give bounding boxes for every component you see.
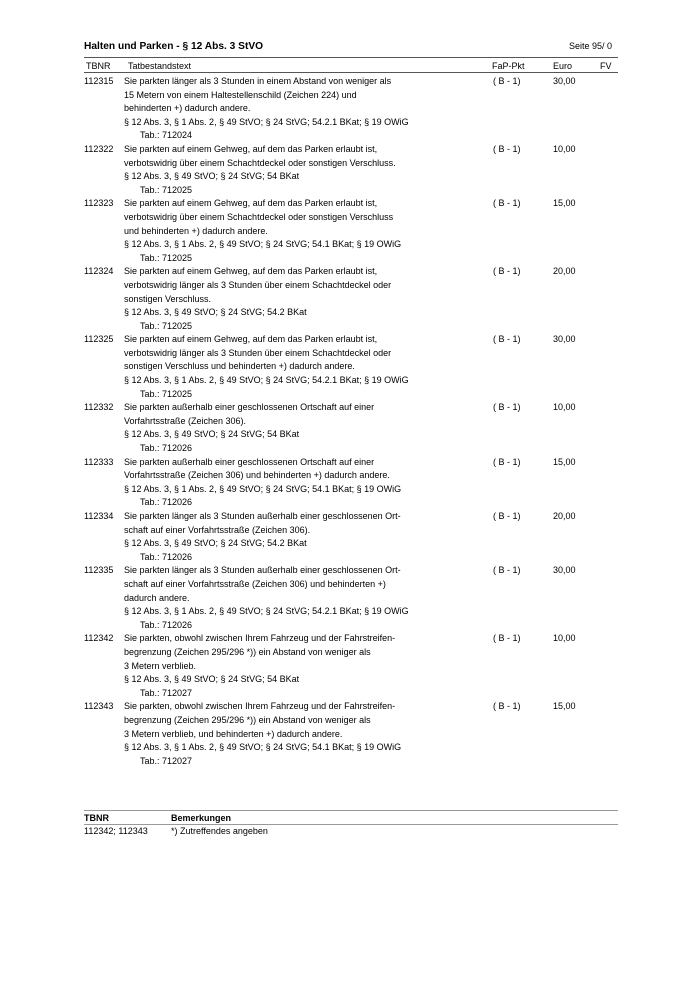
entry-text-line: Sie parkten auf einem Gehweg, auf dem das Parken erlaubt ist, (124, 266, 378, 277)
remarks-row-tbnr: 112342; 112343 (84, 826, 148, 836)
entry-legal-reference: § 12 Abs. 3, § 49 StVO; § 24 StVG; 54.2 BKat (124, 307, 307, 318)
entry-text (124, 632, 484, 700)
entry-table-reference: Tab.: 712027 (140, 687, 193, 698)
entry-legal-reference: § 12 Abs. 3, § 49 StVO; § 24 StVG; 54 BKat (124, 674, 300, 685)
entry-points: ( B - 1) (493, 76, 521, 86)
entry-fine-euro: 10,00 (553, 633, 576, 644)
entry-points: ( B - 1) (493, 633, 521, 644)
entry-tbnr: 112324 (84, 266, 114, 277)
entry-table-reference: Tab.: 712025 (140, 320, 193, 331)
entry-tbnr: 112334 (84, 511, 114, 521)
entry-text (124, 700, 484, 768)
table-row (84, 197, 618, 265)
header-rule-bottom (84, 72, 618, 73)
table-row (84, 333, 618, 401)
entry-fine-euro: 20,00 (553, 511, 576, 521)
entry-points: ( B - 1) (493, 402, 521, 413)
entry-text-line: Sie parkten länger als 3 Stunden außerhalb einer geschlossenen Ort- (124, 511, 401, 521)
entry-legal-reference: § 12 Abs. 3, § 1 Abs. 2, § 49 StVO; § 24 StVG; 54.2.1 BKat; § 19 OWiG (124, 606, 409, 617)
table-row (84, 632, 618, 700)
entry-text-line: Sie parkten auf einem Gehweg, auf dem das Parken erlaubt ist, (124, 334, 378, 345)
table-row (84, 75, 618, 143)
entry-legal-reference: § 12 Abs. 3, § 49 StVO; § 24 StVG; 54 BKat (124, 171, 300, 182)
entry-table-reference: Tab.: 712026 (140, 443, 193, 454)
entry-fine-euro: 15,00 (553, 198, 576, 209)
entry-points: ( B - 1) (493, 198, 521, 209)
entry-fine-euro: 10,00 (553, 143, 576, 154)
entry-legal-reference: § 12 Abs. 3, § 1 Abs. 2, § 49 StVO; § 24 StVG; 54.2.1 BKat; § 19 OWiG (124, 375, 409, 386)
table-row (84, 564, 618, 632)
column-header-text: Tatbestandstext (128, 61, 192, 71)
table-row (84, 456, 618, 510)
entry-text (124, 197, 484, 265)
entry-text (124, 510, 484, 564)
entry-text-line: verbotswidrig länger als 3 Stunden über einem Schachtdeckel oder (124, 279, 392, 290)
entry-text-line: 3 Metern verblieb, und behinderten +) dadurch andere. (124, 728, 343, 739)
entry-fine-euro: 20,00 (553, 266, 576, 277)
entry-fine-euro: 30,00 (553, 76, 576, 86)
entry-table-reference: Tab.: 712024 (140, 130, 193, 141)
entry-tbnr: 112343 (84, 701, 114, 712)
entry-points: ( B - 1) (493, 266, 521, 277)
entry-text (124, 456, 484, 510)
column-header-tbnr: TBNR (86, 61, 111, 71)
entry-points: ( B - 1) (493, 456, 521, 467)
entry-text (124, 564, 484, 632)
entry-points: ( B - 1) (493, 334, 521, 345)
entry-text-line: Vorfahrtsstraße (Zeichen 306) und behinderten +) dadurch andere. (124, 470, 390, 481)
entry-fine-euro: 30,00 (553, 334, 576, 345)
entry-legal-reference: § 12 Abs. 3, § 49 StVO; § 24 StVG; 54 BKat (124, 429, 300, 440)
entry-text (124, 143, 484, 197)
remarks-row-text: *) Zutreffendes angeben (171, 826, 268, 836)
entry-text-line: verbotswidrig über einem Schachtdeckel oder sonstigen Verschluss. (124, 157, 396, 168)
entry-text (124, 75, 484, 143)
entry-text (124, 265, 484, 333)
entry-tbnr: 112323 (84, 198, 114, 209)
header-rule-top (84, 57, 618, 58)
entry-fine-euro: 15,00 (553, 701, 576, 712)
entry-text-line: Sie parkten länger als 3 Stunden in einem Abstand von weniger als (124, 76, 392, 86)
entry-tbnr: 112322 (84, 143, 114, 154)
entry-tbnr: 112335 (84, 565, 114, 576)
entry-text-line: sonstigen Verschluss und behinderten +) dadurch andere. (124, 361, 355, 372)
entry-table-reference: Tab.: 712025 (140, 252, 193, 263)
entry-tbnr: 112342 (84, 633, 114, 644)
entry-tbnr: 112325 (84, 334, 114, 345)
entry-text-line: sonstigen Verschluss. (124, 293, 212, 304)
remarks-rule-top (84, 810, 618, 811)
entry-table-reference: Tab.: 712025 (140, 184, 193, 195)
entry-text-line: schaft auf einer Vorfahrtsstraße (Zeichen 306) und behinderten +) (124, 578, 386, 589)
entry-text-line: Vorfahrtsstraße (Zeichen 306). (124, 415, 247, 426)
entry-table-reference: Tab.: 712025 (140, 388, 193, 399)
entry-points: ( B - 1) (493, 701, 521, 712)
remarks-header-label: Bemerkungen (171, 813, 232, 823)
entry-text-line: Sie parkten auf einem Gehweg, auf dem das Parken erlaubt ist, (124, 143, 378, 154)
entry-table-reference: Tab.: 712026 (140, 551, 193, 562)
entry-points: ( B - 1) (493, 511, 521, 521)
entry-table-reference: Tab.: 712026 (140, 619, 193, 630)
entry-tbnr: 112315 (84, 76, 114, 86)
entry-legal-reference: § 12 Abs. 3, § 49 StVO; § 24 StVG; 54.2 BKat (124, 538, 307, 549)
entry-fine-euro: 30,00 (553, 565, 576, 576)
entry-text-line: Sie parkten auf einem Gehweg, auf dem das Parken erlaubt ist, (124, 198, 378, 209)
entry-text-line: Sie parkten außerhalb einer geschlossenen Ortschaft auf einer (124, 456, 375, 467)
entry-text-line: 15 Metern von einem Haltestellenschild (Zeichen 224) und (124, 89, 357, 100)
remarks-rule-bottom (84, 824, 618, 825)
column-header-fap: FaP-Pkt (492, 61, 525, 71)
page-title: Halten und Parken - § 12 Abs. 3 StVO (84, 41, 264, 52)
entry-text-line: Sie parkten, obwohl zwischen Ihrem Fahrzeug und der Fahrstreifen- (124, 633, 396, 644)
entry-text-line: 3 Metern verblieb. (124, 660, 197, 671)
column-header-euro: Euro (553, 61, 573, 71)
entry-tbnr: 112333 (84, 456, 114, 467)
entry-table-reference: Tab.: 712026 (140, 497, 193, 508)
entry-text-line: begrenzung (Zeichen 295/296 *)) ein Abstand von weniger als (124, 646, 371, 657)
entry-legal-reference: § 12 Abs. 3, § 1 Abs. 2, § 49 StVO; § 24 StVG; 54.1 BKat; § 19 OWiG (124, 483, 402, 494)
entry-fine-euro: 15,00 (553, 456, 576, 467)
entry-text-line: behinderten +) dadurch andere. (124, 103, 251, 114)
entry-legal-reference: § 12 Abs. 3, § 1 Abs. 2, § 49 StVO; § 24 StVG; 54.2.1 BKat; § 19 OWiG (124, 116, 409, 127)
table-row (84, 265, 618, 333)
page-number: Seite 95/ 0 (568, 41, 612, 51)
column-header-fv: FV (600, 61, 612, 71)
entry-table-reference: Tab.: 712027 (140, 755, 193, 766)
entry-text-line: Sie parkten länger als 3 Stunden außerhalb einer geschlossenen Ort- (124, 565, 401, 576)
table-row (84, 143, 618, 197)
entry-text-line: schaft auf einer Vorfahrtsstraße (Zeichen 306). (124, 524, 311, 535)
entry-tbnr: 112332 (84, 402, 114, 413)
entry-text-line: Sie parkten außerhalb einer geschlossenen Ortschaft auf einer (124, 402, 375, 413)
entry-legal-reference: § 12 Abs. 3, § 1 Abs. 2, § 49 StVO; § 24 StVG; 54.1 BKat; § 19 OWiG (124, 239, 402, 250)
table-row (84, 510, 618, 564)
entry-text (124, 401, 484, 455)
entry-points: ( B - 1) (493, 565, 521, 576)
entry-text (124, 333, 484, 401)
entry-points: ( B - 1) (493, 143, 521, 154)
entry-text-line: Sie parkten, obwohl zwischen Ihrem Fahrzeug und der Fahrstreifen- (124, 701, 396, 712)
entry-fine-euro: 10,00 (553, 402, 576, 413)
table-row (84, 401, 618, 455)
entry-legal-reference: § 12 Abs. 3, § 1 Abs. 2, § 49 StVO; § 24 StVG; 54.1 BKat; § 19 OWiG (124, 742, 402, 753)
remarks-header-tbnr: TBNR (84, 813, 109, 823)
entry-text-line: verbotswidrig länger als 3 Stunden über einem Schachtdeckel oder (124, 347, 392, 358)
table-row (84, 700, 618, 768)
entry-text-line: verbotswidrig über einem Schachtdeckel oder sonstigen Verschluss (124, 211, 394, 222)
entry-text-line: dadurch andere. (124, 592, 190, 603)
entry-text-line: begrenzung (Zeichen 295/296 *)) ein Abstand von weniger als (124, 714, 371, 725)
entries-list (84, 75, 618, 768)
entry-text-line: und behinderten +) dadurch andere. (124, 225, 268, 236)
